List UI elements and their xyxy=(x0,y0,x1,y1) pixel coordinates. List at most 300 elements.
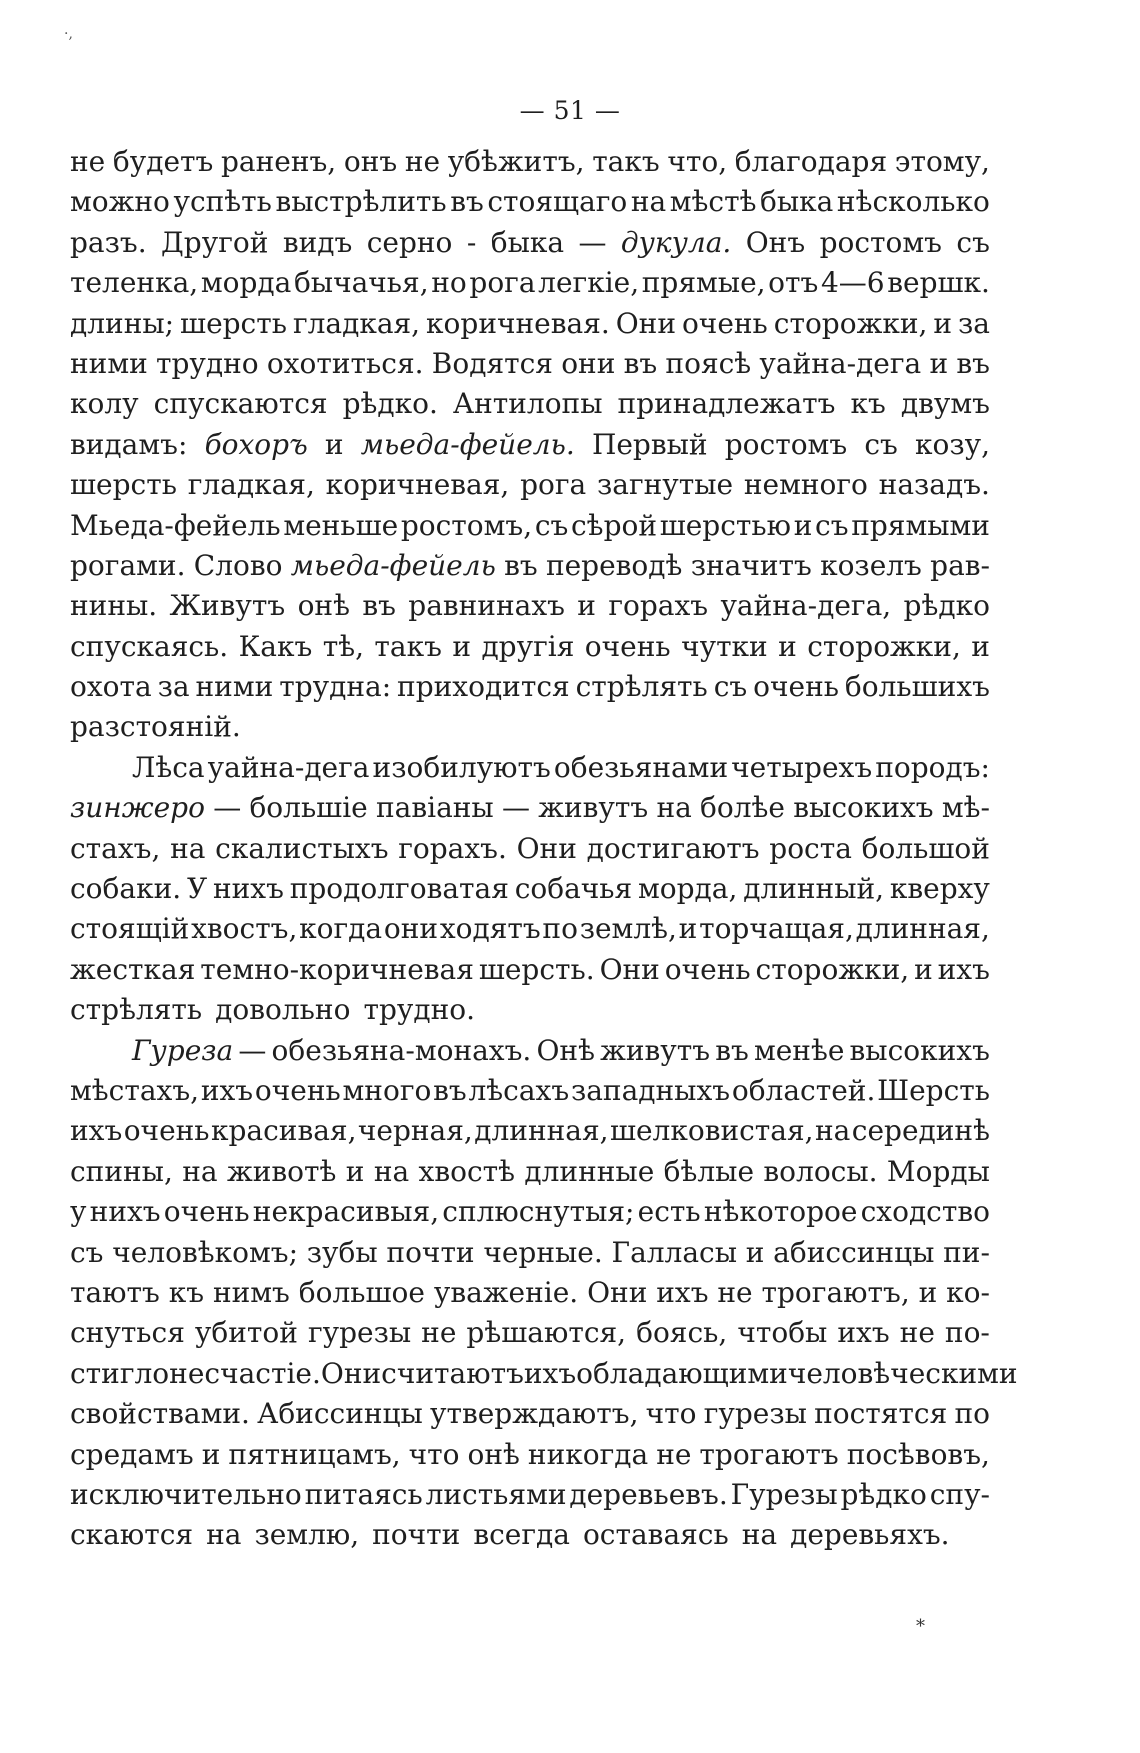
word: горахъ. xyxy=(398,831,507,865)
word: высокихъ xyxy=(849,1033,990,1067)
text-line xyxy=(70,263,990,303)
word: убѣжитъ, xyxy=(447,145,585,178)
word: — xyxy=(578,225,607,259)
word: пи- xyxy=(943,1235,990,1269)
word: сторожки, xyxy=(755,952,910,986)
word: большіе xyxy=(249,791,368,825)
word: равнинахъ xyxy=(408,589,565,623)
word: хвостъ, xyxy=(191,912,298,946)
word: очень xyxy=(664,952,751,986)
word: видамъ: xyxy=(70,427,188,461)
word: очень xyxy=(584,629,671,663)
word: утверждаютъ, xyxy=(429,1397,639,1431)
word: ростомъ xyxy=(819,225,942,259)
text-line xyxy=(70,1435,990,1475)
word: и xyxy=(678,912,698,946)
word: загнутые xyxy=(596,468,734,502)
word: свойствами. xyxy=(70,1397,250,1431)
word: раненъ, xyxy=(220,145,337,178)
word: нѣсколько xyxy=(836,185,990,219)
word: областей. xyxy=(731,1073,876,1107)
word: ихъ xyxy=(70,1114,123,1148)
word: деревьевъ. xyxy=(569,1477,728,1511)
word: рога xyxy=(520,468,587,502)
word: абиссинцы xyxy=(773,1235,935,1269)
word: и xyxy=(918,1275,938,1309)
word: серединѣ xyxy=(851,1114,990,1148)
word: не xyxy=(70,145,106,178)
word: роста xyxy=(769,831,852,865)
text-line xyxy=(70,1152,990,1192)
word: въ xyxy=(715,1033,749,1067)
word: ихъ xyxy=(523,1356,577,1390)
word: чтобы xyxy=(737,1316,828,1350)
word: большихъ xyxy=(844,670,990,704)
word: они xyxy=(561,346,616,380)
word: на xyxy=(814,1114,851,1148)
text-line xyxy=(70,223,990,263)
word: онѣ xyxy=(467,1437,520,1471)
word: теленка, xyxy=(70,266,199,300)
text-line xyxy=(70,909,990,949)
word: почти xyxy=(386,1235,475,1269)
word: очень xyxy=(681,306,768,340)
word: гурезы xyxy=(703,1397,807,1431)
word: принадлежатъ xyxy=(617,387,836,421)
word: рѣдко xyxy=(840,1477,927,1511)
word: и xyxy=(933,306,953,340)
word: довольно xyxy=(215,993,351,1027)
word: постятся xyxy=(814,1397,948,1431)
word: деревьяхъ. xyxy=(790,1518,950,1552)
word: у xyxy=(70,1195,87,1229)
word: есть xyxy=(637,1195,701,1229)
word: торчащая, xyxy=(699,912,854,946)
word: уайна-дега xyxy=(207,750,370,784)
text-line xyxy=(70,425,990,465)
word: въ xyxy=(362,589,396,623)
word: шерсть xyxy=(180,306,287,340)
word: коричневая. xyxy=(426,306,610,340)
word: Они xyxy=(587,1275,648,1309)
word: обезьянами xyxy=(553,750,729,784)
word: шерсть xyxy=(70,468,177,502)
word: и xyxy=(793,508,813,542)
word: стахъ, xyxy=(70,831,161,865)
word: павіаны xyxy=(376,791,494,825)
word: въ xyxy=(433,1073,467,1107)
text-line xyxy=(70,546,990,586)
word: что xyxy=(645,1397,697,1431)
word: Слово xyxy=(193,548,283,582)
word: рогами. xyxy=(70,548,186,582)
text-line xyxy=(70,1394,990,1434)
word: благодаря xyxy=(734,145,888,178)
word: меньше xyxy=(283,508,399,542)
word: посѣвовъ, xyxy=(846,1437,990,1471)
word: шерсть. xyxy=(478,952,595,986)
word: другія xyxy=(481,629,575,663)
word: немного xyxy=(743,468,868,502)
word: и xyxy=(577,589,596,623)
word: что, xyxy=(667,145,728,178)
word: къ xyxy=(168,1275,205,1309)
word: — xyxy=(501,791,530,825)
word: и xyxy=(914,952,933,986)
word: колу xyxy=(70,387,139,421)
word: не xyxy=(404,145,441,178)
word: сторожки, xyxy=(807,629,961,663)
word: за xyxy=(157,670,190,704)
word: жесткая xyxy=(70,952,196,986)
word: трудно. xyxy=(363,993,476,1027)
word: сплюснутыя; xyxy=(442,1195,635,1229)
word: дукула. xyxy=(620,225,732,259)
word: морда xyxy=(200,266,292,300)
text-line xyxy=(70,465,990,505)
word: длинная, xyxy=(474,1114,609,1148)
word: уваженіе. xyxy=(433,1275,579,1309)
word: этому, xyxy=(894,145,990,178)
word: достигаютъ xyxy=(586,831,760,865)
word: считаютъ xyxy=(381,1356,524,1390)
word: ихъ xyxy=(937,952,990,986)
text-line xyxy=(70,1071,990,1111)
end-mark: * xyxy=(916,1616,925,1637)
word: некрасивыя, xyxy=(252,1195,440,1229)
word: зинжеро xyxy=(70,791,205,825)
text-line xyxy=(70,344,990,384)
word: за xyxy=(957,306,990,340)
word: ростомъ xyxy=(724,427,848,461)
word: стоящаго xyxy=(487,185,628,219)
word: съ xyxy=(815,508,849,542)
word: Другой xyxy=(161,225,269,259)
word: трогаютъ xyxy=(699,1437,839,1471)
word: трудно xyxy=(156,346,259,380)
word: гладкая, xyxy=(292,306,421,340)
word: Они xyxy=(599,952,660,986)
word: обладающими xyxy=(576,1356,788,1390)
word: боясь, xyxy=(636,1316,728,1350)
word: живутъ xyxy=(538,791,649,825)
word: высокихъ xyxy=(793,791,934,825)
word: спу- xyxy=(929,1477,990,1511)
text-line xyxy=(70,1515,990,1555)
word: Они xyxy=(615,306,676,340)
word: на xyxy=(630,185,667,219)
word: большое xyxy=(298,1275,425,1309)
corner-mark: ·, xyxy=(64,26,73,42)
text-line xyxy=(70,384,990,424)
text-line xyxy=(70,627,990,667)
text-line xyxy=(70,667,990,707)
word: ними xyxy=(70,346,148,380)
word: черная, xyxy=(357,1114,473,1148)
page-number: — 51 — xyxy=(519,96,621,125)
text-line xyxy=(70,1233,990,1273)
text-line xyxy=(70,182,990,222)
word: и xyxy=(778,629,797,663)
word: красивая, xyxy=(210,1114,357,1148)
word: съ xyxy=(534,508,569,542)
word: — xyxy=(213,791,242,825)
word: охотиться. xyxy=(266,346,424,380)
word: почти xyxy=(372,1518,461,1552)
word: стигло xyxy=(70,1356,170,1390)
word: легкіе, xyxy=(538,266,640,300)
word: очень xyxy=(163,1195,250,1229)
word: большой xyxy=(861,831,990,865)
word: поясѣ xyxy=(665,346,752,380)
word: не xyxy=(899,1316,935,1350)
word: разъ. xyxy=(70,225,147,259)
word: длинный, xyxy=(743,872,885,906)
word: быка xyxy=(490,225,565,259)
word: собаки. xyxy=(70,872,182,906)
word: съ xyxy=(956,225,990,259)
word: очень xyxy=(254,1073,341,1107)
word: охота xyxy=(70,670,152,704)
word: — xyxy=(238,1033,267,1067)
word: такъ xyxy=(592,145,660,178)
word: видъ xyxy=(282,225,353,259)
word: шелковистая, xyxy=(609,1114,814,1148)
word: къ xyxy=(850,387,886,421)
word: стоящій xyxy=(70,912,190,946)
word: скалистыхъ xyxy=(215,831,389,865)
word: Онѣ xyxy=(536,1033,595,1067)
word: Гурезы xyxy=(730,1477,838,1511)
word: очень xyxy=(753,670,839,704)
word: по xyxy=(542,912,578,946)
word: и xyxy=(929,346,949,380)
word: длинные xyxy=(524,1154,655,1188)
word: Гуреза xyxy=(132,1033,234,1067)
word: ходятъ xyxy=(439,912,541,946)
text-line xyxy=(70,1475,990,1515)
text-line xyxy=(70,788,990,828)
word: Мьеда-фейель xyxy=(70,508,281,542)
word: переводѣ xyxy=(545,548,683,582)
word: снуться xyxy=(70,1316,185,1350)
word: спускаются xyxy=(153,387,328,421)
word: мьеда-фейель xyxy=(290,548,496,582)
word: нимъ xyxy=(212,1275,290,1309)
word: онѣ xyxy=(297,589,350,623)
word: можно xyxy=(70,185,170,219)
word: на xyxy=(373,1154,410,1188)
word: сѣрой xyxy=(571,508,658,542)
word: животѣ xyxy=(226,1154,337,1188)
word: и xyxy=(201,1437,221,1471)
word: тѣ, xyxy=(322,629,364,663)
word: будетъ xyxy=(112,145,214,178)
word: Антилопы xyxy=(452,387,603,421)
word: Морды xyxy=(886,1154,990,1188)
word: такъ xyxy=(374,629,442,663)
word: гладкая, xyxy=(187,468,315,502)
word: землю, xyxy=(254,1518,360,1552)
word: волосы. xyxy=(763,1154,878,1188)
word: не xyxy=(717,1275,753,1309)
word: длинная, xyxy=(855,912,990,946)
word: въ xyxy=(623,346,658,380)
word: 4—6 xyxy=(820,266,885,300)
word: нѣкоторое xyxy=(703,1195,858,1229)
word: горахъ xyxy=(608,589,709,623)
word: выстрѣлить xyxy=(275,185,447,219)
word: назадъ. xyxy=(878,468,990,502)
word: изобилуютъ xyxy=(372,750,551,784)
word: Онъ xyxy=(745,225,806,259)
word: рѣшаются, xyxy=(466,1316,627,1350)
word: приходится xyxy=(397,670,570,704)
word: значитъ xyxy=(690,548,812,582)
text-line xyxy=(70,142,990,182)
word: очень xyxy=(123,1114,210,1148)
text-line xyxy=(70,1031,990,1071)
word: средамъ xyxy=(70,1437,194,1471)
word: спускаясь. xyxy=(70,629,229,663)
word: бычачья, xyxy=(293,266,429,300)
word: нины. xyxy=(70,589,158,623)
text-line xyxy=(70,950,990,990)
word: собачья xyxy=(514,872,633,906)
word: и xyxy=(345,1154,365,1188)
word: темно-коричневая xyxy=(200,952,474,986)
word: въ xyxy=(504,548,538,582)
word: рога xyxy=(469,266,536,300)
word: ихъ xyxy=(656,1275,709,1309)
word: съ xyxy=(70,1235,104,1269)
word: съ xyxy=(864,427,898,461)
word: морда, xyxy=(638,872,738,906)
word: кверху xyxy=(889,872,990,906)
word: нихъ xyxy=(89,1195,161,1229)
text-line xyxy=(70,829,990,869)
word: листьями xyxy=(425,1477,567,1511)
word: черные. xyxy=(483,1235,603,1269)
word: Первый xyxy=(591,427,708,461)
word: ростомъ, xyxy=(400,508,533,542)
word: У xyxy=(186,872,208,906)
word: ихъ xyxy=(200,1073,254,1107)
word: Шерсть xyxy=(877,1073,990,1107)
word: вершк. xyxy=(887,266,990,300)
word: успѣть xyxy=(173,185,272,219)
word: породъ: xyxy=(875,750,990,784)
word: и xyxy=(324,427,344,461)
word: Они xyxy=(320,1356,382,1390)
word: съ xyxy=(713,670,748,704)
text-line xyxy=(70,869,990,909)
word: въ xyxy=(956,346,990,380)
word: по xyxy=(954,1397,990,1431)
word: отъ xyxy=(768,266,819,300)
word: таютъ xyxy=(70,1275,160,1309)
word: несчастіе. xyxy=(169,1356,321,1390)
text-line xyxy=(70,707,990,747)
word: не xyxy=(421,1316,457,1350)
word: лѣсахъ xyxy=(468,1073,570,1107)
word: на xyxy=(206,1518,242,1552)
word: рѣдко. xyxy=(342,387,438,421)
word: стрѣлять xyxy=(575,670,708,704)
word: чутки xyxy=(681,629,768,663)
word: когда xyxy=(299,912,383,946)
word: двумъ xyxy=(900,387,990,421)
word: на xyxy=(741,1518,778,1552)
word: хвостѣ xyxy=(418,1154,516,1188)
word: - xyxy=(466,225,477,259)
word: Они xyxy=(516,831,577,865)
word: гурезы xyxy=(307,1316,412,1350)
word: всегда xyxy=(473,1518,570,1552)
word: уайна-дега, xyxy=(720,589,892,623)
text-line xyxy=(70,990,990,1030)
word: на xyxy=(170,831,206,865)
word: живутъ xyxy=(600,1033,711,1067)
word: Водятся xyxy=(431,346,553,380)
text-line xyxy=(70,304,990,344)
word: коричневая, xyxy=(325,468,510,502)
word: зубы xyxy=(306,1235,378,1269)
word: длины; xyxy=(70,306,175,340)
word: Абиссинцы xyxy=(257,1397,423,1431)
word: онъ xyxy=(343,145,398,178)
word: бѣлые xyxy=(663,1154,755,1188)
text-line xyxy=(70,1111,990,1151)
text-line xyxy=(70,748,990,788)
word: Какъ xyxy=(238,629,313,663)
word: много xyxy=(342,1073,432,1107)
word: и xyxy=(745,1235,765,1269)
word: быка xyxy=(760,185,834,219)
word: четырехъ xyxy=(731,750,873,784)
word: козу, xyxy=(914,427,990,461)
text-line xyxy=(70,1192,990,1232)
word: рав- xyxy=(930,548,990,582)
word: бохоръ xyxy=(204,427,308,461)
word: что xyxy=(408,1437,460,1471)
word: скаются xyxy=(70,1518,194,1552)
word: западныхъ xyxy=(570,1073,731,1107)
word: рѣдко xyxy=(903,589,990,623)
word: никогда xyxy=(527,1437,649,1471)
word: серно xyxy=(366,225,453,259)
word: мьеда-фейель. xyxy=(360,427,575,461)
word: Лѣса xyxy=(132,750,205,784)
text-line xyxy=(70,506,990,546)
word: ихъ xyxy=(837,1316,890,1350)
word: нихъ xyxy=(212,872,284,906)
word: по- xyxy=(944,1316,990,1350)
text-line xyxy=(70,1273,990,1313)
word: шерстью xyxy=(659,508,792,542)
word: и xyxy=(452,629,472,663)
text-line xyxy=(70,1313,990,1353)
word: человѣкомъ; xyxy=(112,1235,299,1269)
word: козелъ xyxy=(820,548,922,582)
word: болѣе xyxy=(700,791,786,825)
word: человѣческими xyxy=(787,1356,1018,1390)
word: менѣе xyxy=(753,1033,845,1067)
word: но xyxy=(431,266,467,300)
word: не xyxy=(656,1437,692,1471)
word: сторожки, xyxy=(773,306,928,340)
word: мѣстѣ xyxy=(669,185,757,219)
